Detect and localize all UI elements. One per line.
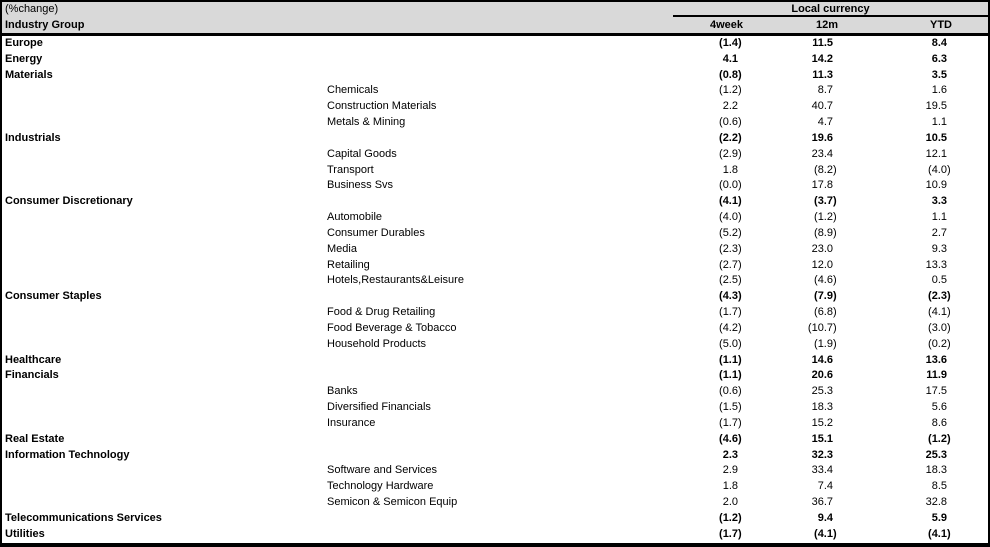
cell-ytd: 19.5 [925,100,947,113]
cell-4week: (1.2) [719,84,742,97]
header-row-columns [2,17,988,33]
cell-12m: 20.6 [811,369,833,382]
cell-4week: 2.9 [722,464,738,477]
cell-4week: 2.3 [722,448,738,461]
cell-ytd: 1.6 [931,84,947,97]
table-row [2,384,988,400]
cell-ytd: (2.3) [928,290,951,303]
cell-ytd: 10.5 [925,131,947,144]
row-label: Consumer Discretionary [5,195,133,208]
cell-ytd: (0.2) [928,337,951,350]
cell-12m: 23.0 [811,242,833,255]
cell-ytd: (4.1) [928,527,951,540]
row-label: Europe [5,37,43,49]
row-label: Real Estate [5,432,65,445]
cell-4week: (4.2) [719,321,742,334]
cell-12m: 15.2 [811,416,833,429]
cell-12m: 33.4 [811,464,833,477]
cell-4week: (1.1) [719,353,742,366]
table-row [2,210,988,226]
cell-ytd: (3.0) [928,321,951,334]
cell-12m: (10.7) [807,321,837,334]
table-row [2,479,988,495]
row-label: Technology Hardware [327,480,434,493]
table-row [2,321,988,337]
row-label: Banks [327,385,358,398]
row-label: Industrials [5,131,61,144]
cell-ytd: 13.6 [925,353,947,366]
table-row [2,337,988,353]
cell-4week: 1.8 [722,163,738,176]
cell-ytd: (4.0) [928,163,951,176]
cell-ytd: 32.8 [925,496,947,509]
cell-4week: (4.3) [719,290,742,303]
cell-ytd: 18.3 [925,464,947,477]
table-row [2,511,988,527]
row-label: Information Technology [5,448,130,461]
cell-4week: (1.7) [719,416,742,429]
cell-ytd: 5.9 [931,511,947,524]
cell-12m: (6.8) [814,306,837,319]
column-header-ytd: YTD [930,19,952,31]
cell-4week: (5.2) [719,226,742,239]
row-label: Healthcare [5,353,62,366]
cell-12m: 17.8 [811,179,833,192]
cell-4week: (2.3) [719,242,742,255]
cell-ytd: 12.1 [925,147,947,160]
cell-ytd: 10.9 [925,179,947,192]
table-row [2,68,988,84]
row-label: Household Products [327,337,427,350]
table-row [2,242,988,258]
cell-ytd: 9.3 [931,242,947,255]
cell-12m: 32.3 [811,448,833,461]
cell-12m: 14.6 [811,353,833,366]
table-row [2,432,988,448]
table-row [2,131,988,147]
row-label: Diversified Financials [327,401,431,414]
table-row [2,83,988,99]
cell-ytd: 3.3 [931,195,947,208]
cell-4week: (4.6) [719,432,742,445]
cell-12m: (1.9) [814,337,837,350]
percent-change-label: (%change) [5,3,59,15]
cell-4week: (5.0) [719,337,742,350]
table-row [2,226,988,242]
cell-12m: 12.0 [811,258,833,271]
cell-4week: (0.0) [719,179,742,192]
cell-ytd: 13.3 [925,258,947,271]
header-row-currency [2,2,988,17]
row-label: Transport [327,163,374,176]
header-spacer [952,17,988,33]
row-label: Consumer Durables [327,226,425,239]
cell-12m: 19.6 [811,131,833,144]
cell-4week: (1.7) [719,306,742,319]
cell-12m: 8.7 [817,84,833,97]
cell-12m: 11.3 [812,68,833,81]
table-row [2,495,988,511]
table-row [2,163,988,179]
cell-12m: 36.7 [811,496,833,509]
cell-12m: 4.7 [817,116,833,129]
row-label: Software and Services [327,464,438,477]
cell-4week: (2.7) [719,258,742,271]
cell-12m: 40.7 [811,100,833,113]
cell-4week: (0.6) [719,116,742,129]
cell-12m: (7.9) [814,290,837,303]
row-label: Telecommunications Services [5,511,162,524]
cell-4week: (1.5) [719,401,742,414]
cell-12m: (3.7) [814,195,837,208]
cell-4week: (0.8) [719,68,742,81]
row-label: Automobile [327,211,383,224]
row-label: Media [327,242,357,255]
cell-ytd: 8.5 [931,480,947,493]
cell-4week: (4.1) [719,195,742,208]
cell-4week: 2.0 [722,496,738,509]
local-currency-header: Local currency [673,2,988,17]
cell-4week: 2.2 [722,100,738,113]
row-label: Semicon & Semicon Equip [327,496,458,509]
row-label: Food & Drug Retailing [327,306,436,319]
cell-12m: (4.1) [814,527,837,540]
cell-ytd: 11.9 [926,369,947,382]
cell-ytd: 8.4 [931,37,947,49]
cell-12m: 18.3 [811,401,833,414]
row-label: Energy [5,52,43,65]
cell-4week: (1.4) [719,37,742,49]
cell-4week: (1.7) [719,527,742,540]
cell-12m: 14.2 [811,52,833,65]
table-row [2,273,988,289]
table-row [2,400,988,416]
table-row [2,305,988,321]
table-row [2,353,988,369]
cell-ytd: 0.5 [931,274,947,287]
table-row [2,194,988,210]
table-row [2,368,988,384]
table-row [2,416,988,432]
table-row [2,258,988,274]
cell-ytd: 1.1 [931,211,947,224]
row-label: Consumer Staples [5,290,102,303]
row-label: Food Beverage & Tobacco [327,321,457,334]
cell-12m: (4.6) [814,274,837,287]
cell-4week: (0.6) [719,385,742,398]
cell-4week: (1.1) [719,369,742,382]
table-row [2,527,988,543]
cell-ytd: 5.6 [931,401,947,414]
cell-12m: (1.2) [814,211,837,224]
row-label: Financials [5,369,59,382]
cell-ytd: 1.1 [931,116,947,129]
table-header [2,2,988,33]
table-row [2,36,988,52]
industry-group-header: Industry Group [5,19,85,31]
row-label: Insurance [327,416,376,429]
cell-12m: 7.4 [817,480,833,493]
table-row [2,115,988,131]
table-row [2,52,988,68]
cell-4week: (2.2) [719,131,742,144]
cell-4week: (4.0) [719,211,742,224]
cell-ytd: 2.7 [931,226,947,239]
cell-ytd: 8.6 [931,416,947,429]
cell-12m: 9.4 [817,511,833,524]
cell-12m: (8.2) [814,163,837,176]
column-header-4week: 4week [709,19,743,31]
row-label: Construction Materials [327,100,437,113]
table-body [2,36,988,543]
row-label: Metals & Mining [327,116,406,129]
cell-4week: 1.8 [722,480,738,493]
row-label: Retailing [327,258,370,271]
cell-12m: (8.9) [814,226,837,239]
cell-12m: 23.4 [811,147,833,160]
table-row [2,289,988,305]
cell-ytd: (4.1) [928,306,951,319]
cell-12m: 11.5 [812,37,833,49]
table-row [2,99,988,115]
row-label: Materials [5,68,53,81]
cell-ytd: 17.5 [925,385,947,398]
row-label: Business Svs [327,179,394,192]
cell-ytd: 3.5 [931,68,947,81]
table-row [2,463,988,479]
cell-4week: (2.5) [719,274,742,287]
table-row [2,178,988,194]
cell-ytd: (1.2) [928,432,951,445]
row-label: Capital Goods [327,147,397,160]
column-header-12m: 12m [815,19,838,31]
row-label: Hotels,Restaurants&Leisure [327,274,464,287]
cell-4week: (1.2) [719,511,742,524]
cell-ytd: 25.3 [925,448,947,461]
cell-12m: 25.3 [811,385,833,398]
row-label: Utilities [5,527,45,540]
cell-4week: (2.9) [719,147,742,160]
table-row [2,448,988,464]
cell-ytd: 6.3 [931,52,947,65]
row-label: Chemicals [327,84,379,97]
cell-4week: 4.1 [722,52,738,65]
table-row [2,147,988,163]
cell-12m: 15.1 [811,432,833,445]
